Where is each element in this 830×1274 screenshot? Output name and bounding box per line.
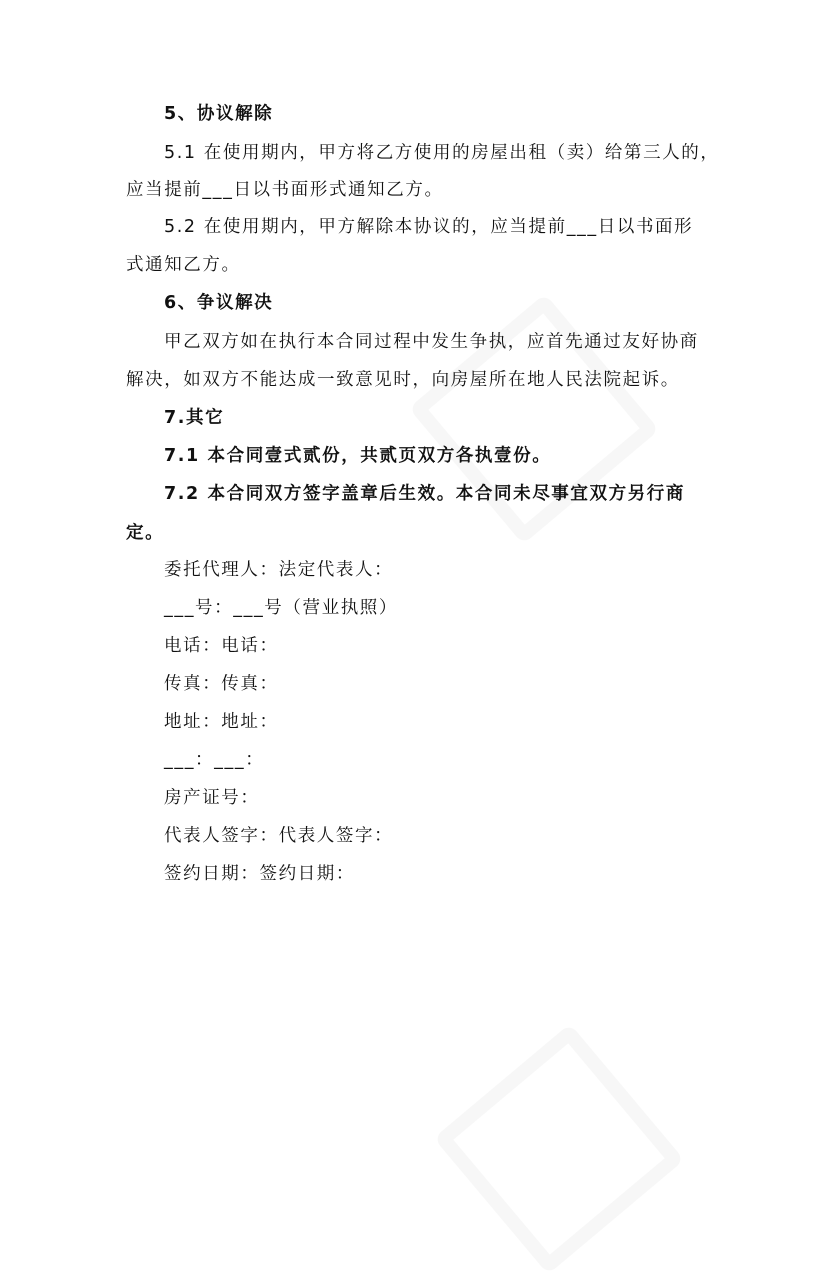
signature-representative: 代表人签字：代表人签字： (164, 826, 394, 846)
paragraph-line: 应当提前___日以书面形式通知乙方。 (126, 180, 444, 200)
paragraph-line: 7.2 本合同双方签字盖章后生效。本合同未尽事宜双方另行商 (164, 484, 685, 504)
signature-id-number: ___号：___号（营业执照） (164, 598, 398, 618)
signature-address: 地址：地址： (164, 712, 279, 732)
section-heading: 5、协议解除 (164, 104, 274, 124)
paragraph-line: 式通知乙方。 (126, 255, 241, 275)
signature-blank: ___：___： (164, 750, 265, 770)
paragraph-line: 解决，如双方不能达成一致意见时，向房屋所在地人民法院起诉。 (126, 370, 680, 390)
signature-property-cert: 房产证号： (164, 788, 260, 808)
paragraph-line: 7.1 本合同壹式贰份，共贰页双方各执壹份。 (164, 446, 552, 466)
section-heading: 6、争议解决 (164, 293, 274, 313)
paragraph-line: 定。 (126, 523, 165, 543)
watermark-shape (434, 1024, 685, 1274)
paragraph-line: 5.2 在使用期内，甲方解除本协议的，应当提前___日以书面形 (164, 217, 694, 237)
section-heading: 7.其它 (164, 408, 225, 428)
signature-fax: 传真：传真： (164, 674, 279, 694)
signature-date: 签约日期：签约日期： (164, 864, 355, 884)
paragraph-line: 5.1 在使用期内，甲方将乙方使用的房屋出租（卖）给第三人的， (164, 143, 720, 163)
signature-phone: 电话：电话： (164, 636, 279, 656)
signature-agent: 委托代理人：法定代表人： (164, 560, 394, 580)
paragraph-line: 甲乙双方如在执行本合同过程中发生争执，应首先通过友好协商 (164, 332, 699, 352)
